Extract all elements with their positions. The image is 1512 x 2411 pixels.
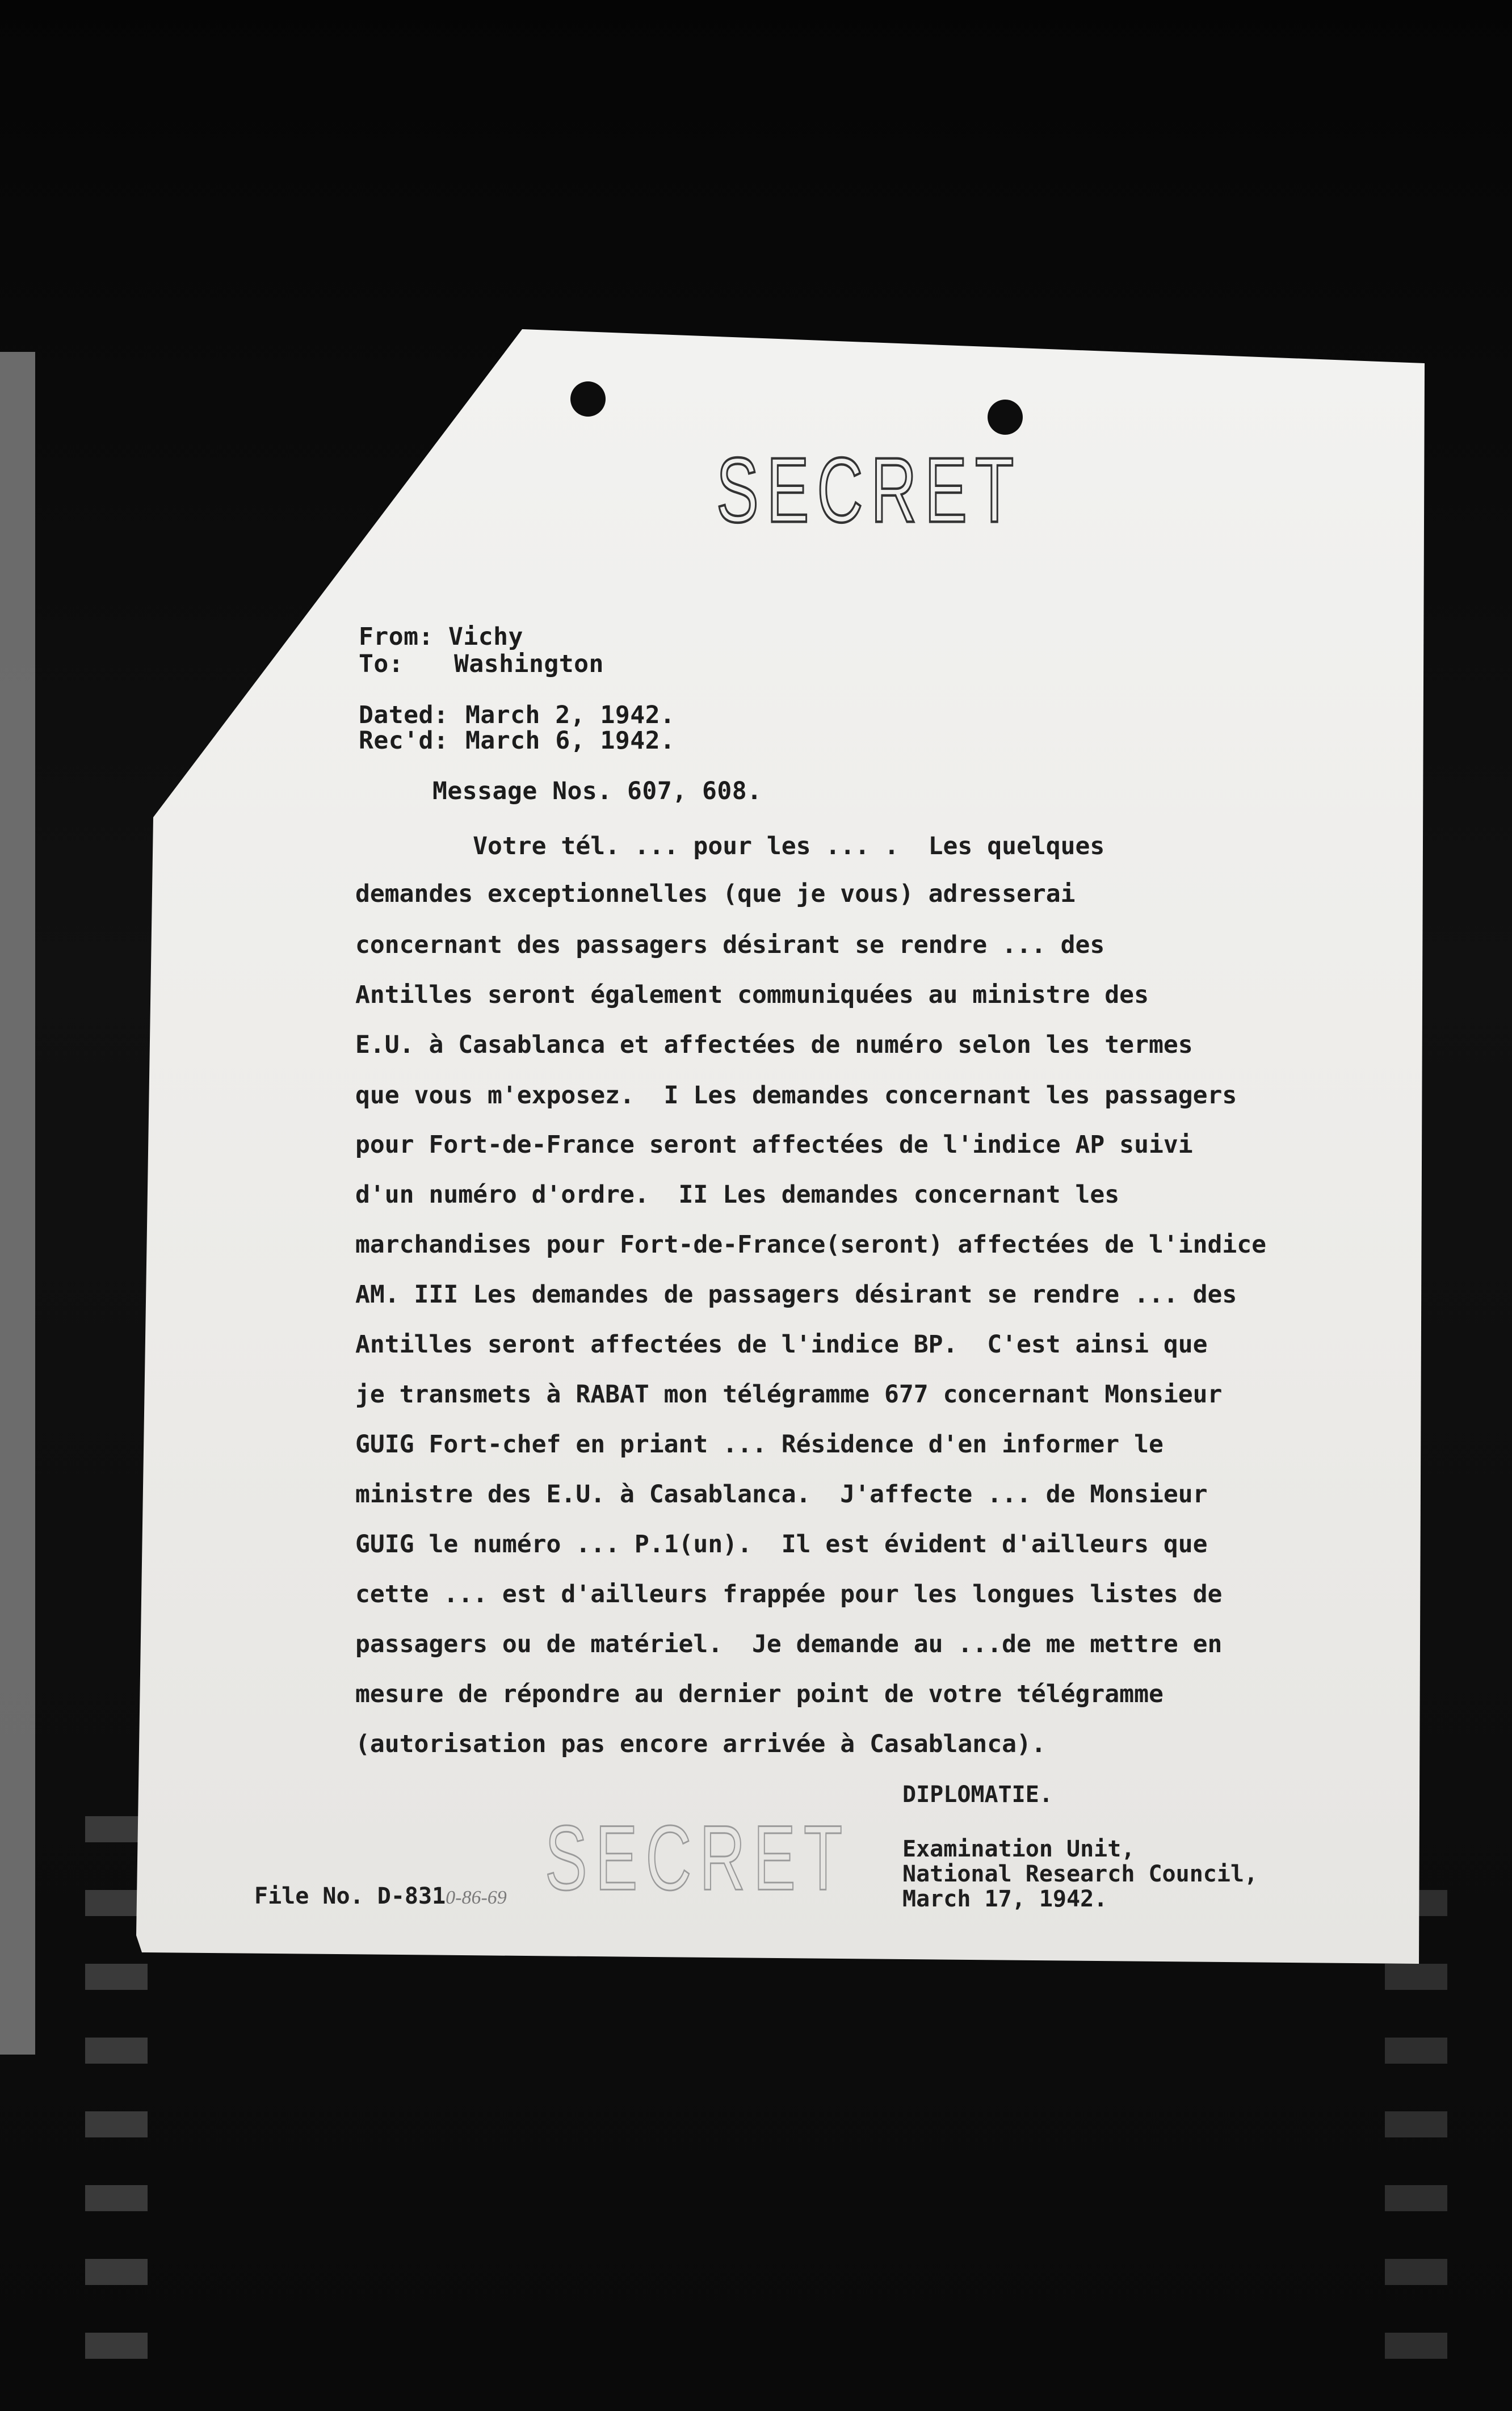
secret-stamp-top: SECRET — [716, 438, 1022, 542]
body-line: passagers ou de matériel. Je demande au ...de me mettre en — [355, 1630, 1223, 1658]
header-to-label: To: — [359, 650, 404, 678]
punch-hole-left — [570, 381, 606, 417]
body-line: GUIG Fort-chef en priant ... Résidence d'en informer le — [355, 1430, 1164, 1459]
header-recd-value: March 6, 1942. — [465, 726, 675, 755]
file-number-handwritten: 0-86-69 — [446, 1887, 507, 1908]
adjacent-frame-edge — [0, 352, 35, 2055]
signature-diplomatie: DIPLOMATIE. — [902, 1782, 1053, 1808]
body-line: GUIG le numéro ... P.1(un). Il est évident d'ailleurs que — [355, 1530, 1208, 1559]
signature-council: National Research Council, — [902, 1861, 1258, 1887]
header-dated-value: March 2, 1942. — [465, 701, 675, 729]
signature-date: March 17, 1942. — [902, 1886, 1108, 1912]
body-line: je transmets à RABAT mon télégramme 677 concernant Monsieur — [355, 1380, 1223, 1409]
body-line: (autorisation pas encore arrivée à Casablanca). — [355, 1730, 1046, 1758]
header-to-value: Washington — [454, 650, 604, 678]
body-line: marchandises pour Fort-de-France(seront) affectées de l'indice — [355, 1230, 1267, 1259]
file-number-typed: File No. D-831 — [254, 1883, 446, 1909]
message-numbers: Message Nos. 607, 608. — [432, 777, 762, 805]
body-line: d'un numéro d'ordre. II Les demandes concernant les — [355, 1181, 1120, 1209]
body-line: mesure de répondre au dernier point de votre télégramme — [355, 1680, 1164, 1708]
secret-stamp-bottom: SECRET — [545, 1806, 851, 1910]
body-line: Antilles seront également communiquées au ministre des — [355, 981, 1149, 1009]
signature-unit: Examination Unit, — [902, 1836, 1135, 1862]
header-from-value: Vichy — [448, 623, 523, 651]
body-line: AM. III Les demandes de passagers désirant se rendre ... des — [355, 1280, 1237, 1309]
body-line: Antilles seront affectées de l'indice BP. C'est ainsi que — [355, 1330, 1208, 1359]
body-line: E.U. à Casablanca et affectées de numéro selon les termes — [355, 1031, 1193, 1059]
body-line: Votre tél. ... pour les ... . Les quelques — [355, 832, 1105, 860]
body-line: demandes exceptionnelles (que je vous) adresserai — [355, 880, 1076, 908]
header-dated-label: Dated: — [359, 701, 449, 729]
body-line: que vous m'exposez. I Les demandes concernant les passagers — [355, 1081, 1237, 1110]
body-line: ministre des E.U. à Casablanca. J'affecte ... de Monsieur — [355, 1480, 1208, 1509]
header-recd-label: Rec'd: — [359, 726, 449, 755]
body-line: cette ... est d'ailleurs frappée pour les longues listes de — [355, 1580, 1223, 1608]
file-number — [254, 1883, 507, 1909]
body-line: pour Fort-de-France seront affectées de l'indice AP suivi — [355, 1131, 1193, 1159]
punch-hole-right — [988, 400, 1023, 435]
body-line: concernant des passagers désirant se rendre ... des — [355, 931, 1105, 959]
header-from-label: From: — [359, 623, 434, 651]
